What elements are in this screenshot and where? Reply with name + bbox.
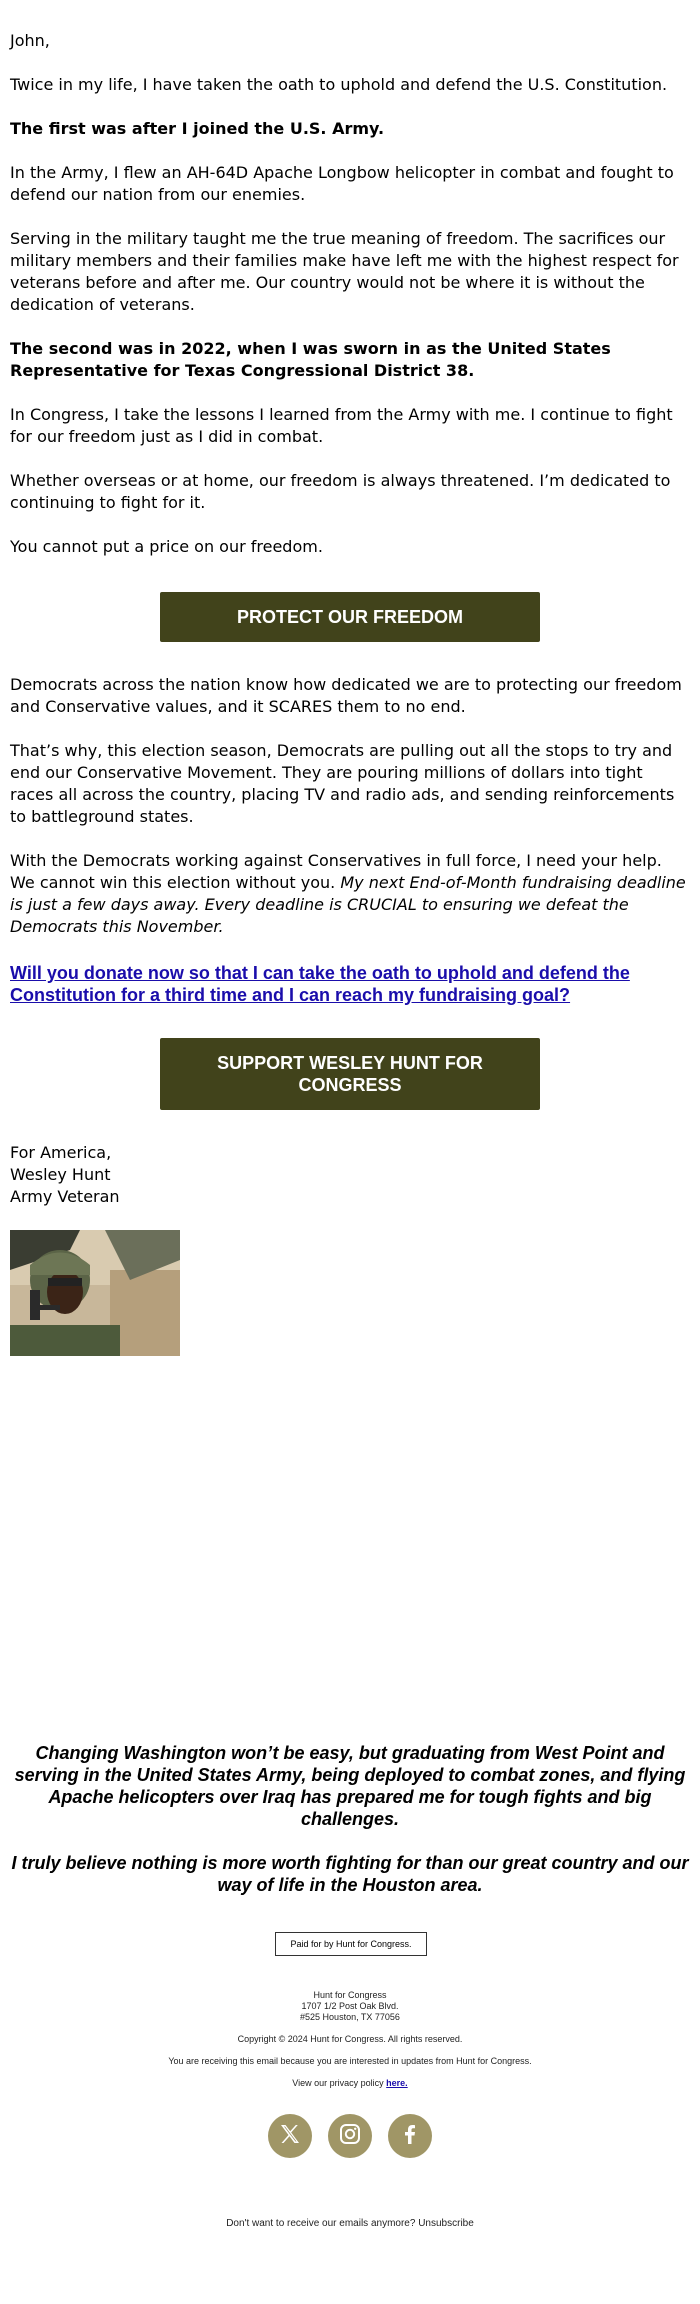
paragraph-oath: Twice in my life, I have taken the oath to uphold and defend the U.S. Constitution. [10,75,668,94]
closing-paragraph-1: Changing Washington won’t be easy, but graduating from West Point and serving in the United States Army, being deployed to combat zones, and flying Apache helicopters over Iraq has prepared me for tough fights and big challenges. [14,1743,686,1829]
footer-address-line2: #525 Houston, TX 77056 [300,2012,400,2022]
paragraph-election-season: That’s why, this election season, Democrats are pulling out all the stops to try and end our Conservative Movement. They are pouring millions of dollars into tight races all across the country, placing TV and radio ads, and sending reinforcements to battleground states. [10,741,675,826]
instagram-social-button[interactable] [328,2114,372,2158]
paragraph-second-oath: The second was in 2022, when I was sworn in as the United States Representative for Texas Congressional District 38. [10,339,611,380]
paragraph-military-freedom: Serving in the military taught me the true meaning of freedom. The sacrifices our military members and their families make have left me with the highest respect for veterans before and after me. Our country would not be where it is without the dedication of veterans. [10,229,679,314]
footer-copyright: Copyright © 2024 Hunt for Congress. All rights reserved. [237,2034,463,2044]
unsubscribe-text: Don't want to receive our emails anymore? [226,2218,419,2229]
signer-name: Wesley Hunt [10,1165,111,1184]
x-icon [278,2122,302,2151]
paid-for-box [275,1932,427,1956]
paragraph-need-help [10,850,690,938]
support-wesley-hunt-button[interactable]: SUPPORT WESLEY HUNT FOR CONGRESS [160,1038,540,1110]
facebook-social-button[interactable] [388,2114,432,2158]
privacy-link[interactable]: here. [386,2078,408,2088]
paragraph-congress: In Congress, I take the lessons I learned from the Army with me. I continue to fight for our freedom just as I did in combat. [10,405,673,446]
paragraph-threatened: Whether overseas or at home, our freedom is always threatened. I’m dedicated to continuing to fight for it. [10,471,671,512]
instagram-icon [338,2122,362,2151]
footer-receiving: You are receiving this email because you are interested in updates from Hunt for Congress. [168,2056,532,2066]
signer-title: Army Veteran [10,1187,120,1206]
paid-for-text: Paid for by Hunt for Congress. [290,1939,412,1949]
signoff: For America, [10,1143,112,1162]
greeting: John, [10,31,50,50]
protect-freedom-button[interactable]: PROTECT OUR FREEDOM [160,592,540,642]
unsubscribe-link[interactable]: Unsubscribe [418,2218,474,2229]
footer-address-line1: 1707 1/2 Post Oak Blvd. [301,2001,399,2011]
facebook-icon [398,2122,422,2151]
deadline-text: My next End-of-Month fundraising deadline is just a few days away. Every deadline is CRUCIAL to ensuring we defeat the Democrats this November. [10,873,686,936]
x-social-button[interactable] [268,2114,312,2158]
paragraph-price: You cannot put a price on our freedom. [10,537,323,556]
wesley-hunt-photo [10,1230,180,1356]
donate-link[interactable]: Will you donate now so that I can take the oath to uphold and defend the Constitution for a third time and I can reach my fundraising goal? [10,963,630,1005]
footer-privacy [0,2078,700,2089]
footer-address [0,1990,700,2023]
closing-paragraph-2: I truly believe nothing is more worth fighting for than our great country and our way of life in the Houston area. [11,1853,689,1895]
footer-org: Hunt for Congress [313,1990,387,2000]
paragraph-apache: In the Army, I flew an AH-64D Apache Longbow helicopter in combat and fought to defend our nation from our enemies. [10,163,674,204]
need-help-text: With the Democrats working against Conservatives in full force, I need your help. We cannot win this election without you. [10,851,662,892]
paragraph-democrats: Democrats across the nation know how dedicated we are to protecting our freedom and Conservative values, and it SCARES them to no end. [10,675,682,716]
privacy-text: View our privacy policy [292,2078,387,2088]
footer-unsubscribe [0,2218,700,2229]
paragraph-first-oath: The first was after I joined the U.S. Army. [10,119,385,138]
